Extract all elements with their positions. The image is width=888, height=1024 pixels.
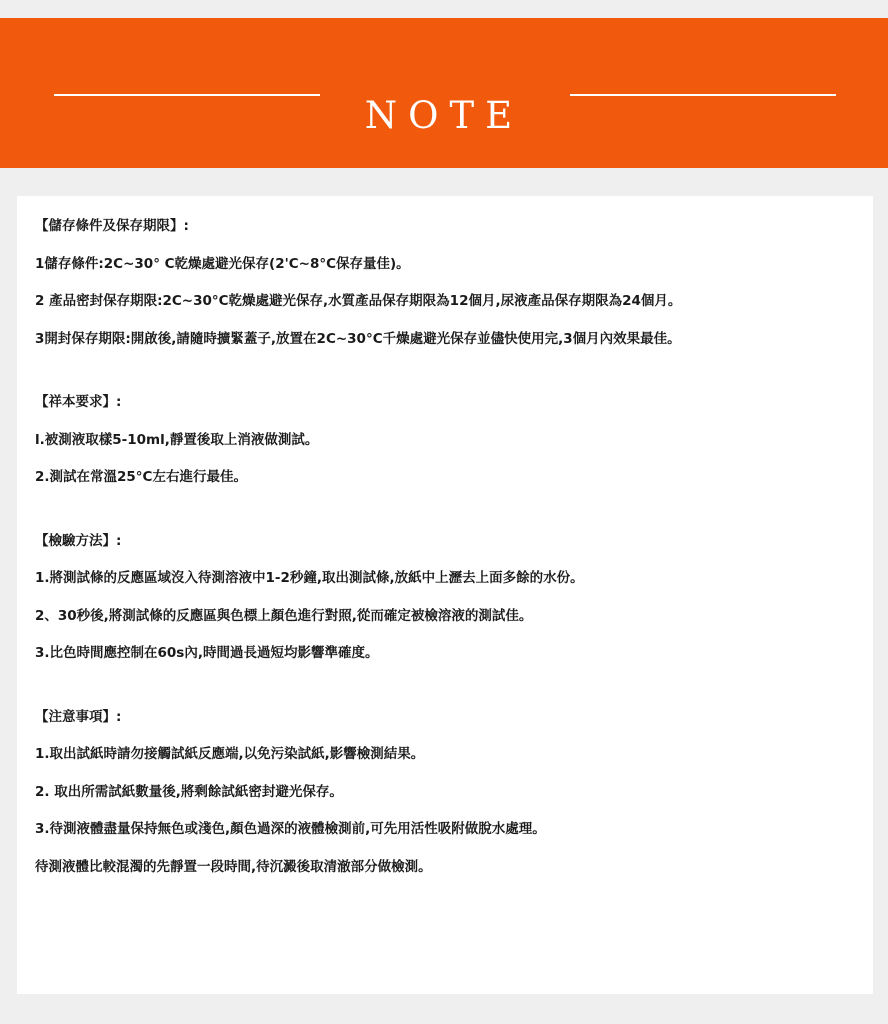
notes-section (35, 703, 875, 891)
section-line: 3開封保存期限:開啟後,請隨時擴緊蓋子,放置在2C~30°C千燥處避光保存並儘快使用完,3個月內效果最佳。 (35, 330, 681, 347)
method-section (35, 527, 875, 677)
section-line: 1儲存條件:2C~30° C乾燥處避光保存(2'C~8°C保存量佳)。 (35, 255, 410, 272)
section-heading: 【檢驗方法】: (35, 532, 122, 549)
section-line: 3.待測液體盡量保持無色或淺色,顏色過深的液體檢測前,可先用活性吸附做脫水處理。 (35, 821, 546, 837)
section-line: 2、30秒後,將測試條的反應區與色標上顏色進行對照,從而確定被檢溶液的測試佳。 (35, 607, 533, 624)
section-line: 2. 取出所需試紙數量後,將剩餘試紙密封避光保存。 (35, 783, 343, 800)
sample-section (35, 388, 875, 501)
section-line: 2 產品密封保存期限:2C~30°C乾燥處避光保存,水質產品保存期限為12個月,尿液產品保存期限為24個月。 (35, 293, 682, 309)
section-heading: 【注意事項】: (35, 708, 122, 725)
note-banner (0, 18, 888, 168)
notes-content (35, 212, 875, 916)
section-line: 2.測試在常溫25°C左右進行最佳。 (35, 469, 247, 485)
section-line: l.被測液取樣5-10ml,靜置後取上消液做測試。 (35, 431, 319, 448)
banner-title: NOTE (364, 94, 524, 137)
section-line: 1.將測試條的反應區域沒入待測溶液中1-2秒鐘,取出測試條,放紙中上瀝去上面多餘的水份。 (35, 570, 584, 586)
section-heading: 【儲存條件及保存期限】: (35, 218, 189, 234)
section-line: 1.取出試紙時請勿接觸試紙反應端,以免污染試紙,影響檢測結果。 (35, 746, 425, 762)
storage-section (35, 212, 875, 362)
section-line: 3.比色時間應控制在60s內,時間過長過短均影響準確度。 (35, 645, 379, 661)
section-line: 待測液體比較混濁的先靜置一段時間,待沉澱後取清澈部分做檢測。 (35, 858, 432, 875)
section-heading: 【祥本要求】: (35, 394, 122, 410)
